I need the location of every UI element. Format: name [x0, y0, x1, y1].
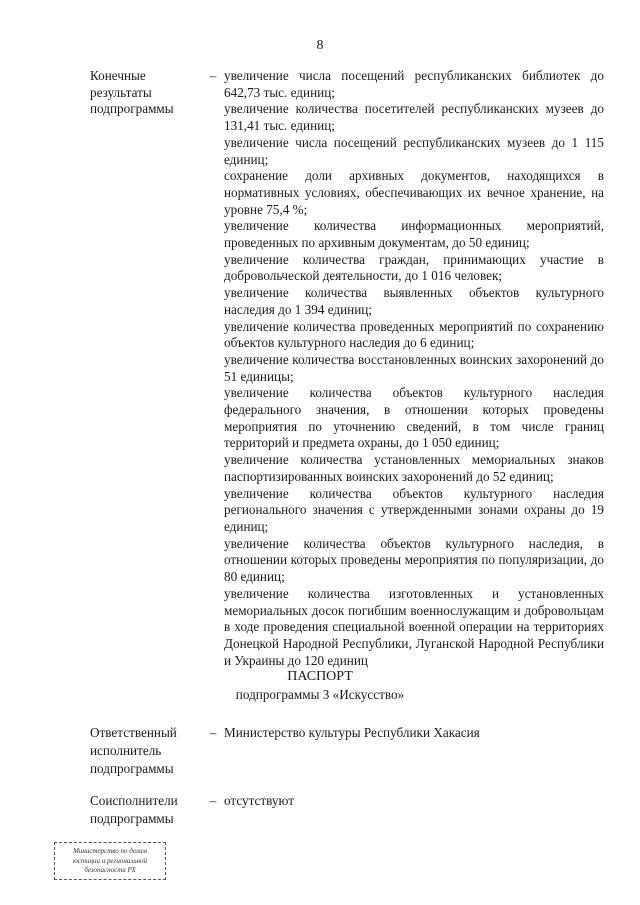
result-item: увеличение числа посещений республиканских библиотек до 642,73 тыс. единиц;	[224, 68, 604, 100]
final-results-dash: –	[209, 68, 217, 83]
result-item: увеличение количества восстановленных воинских захоронений до 51 единицы;	[224, 351, 604, 384]
result-item: увеличение количества объектов культурного наследия, в отношении которых проведены мероприятия по популяризации, до 80 единиц;	[224, 535, 604, 585]
result-item: сохранение доли архивных документов, находящихся в нормативных условиях, обеспечивающих их вечное хранение, на уровне 75,4 %;	[224, 168, 604, 217]
stamp-line: Министерство по делам	[73, 847, 147, 855]
result-item: увеличение количества информационных мероприятий, проведенных по архивным документам, до 50 единиц;	[224, 218, 604, 251]
result-item: увеличение количества граждан, принимающих участие в добровольческой деятельности, до 1 016 человек;	[224, 251, 604, 284]
result-item: увеличение количества проведенных мероприятий по сохранению объектов культурного наследия до 6 единиц;	[224, 318, 604, 351]
registration-stamp	[54, 842, 166, 880]
result-item: увеличение количества объектов культурного наследия регионального значения с утвержденными зонами охраны до 19 единиц;	[224, 485, 604, 534]
passport-row-label: Соисполнители подпрограммы	[90, 793, 178, 826]
final-results-row	[90, 68, 604, 669]
passport-row-value: Министерство культуры Республики Хакасия	[224, 725, 480, 740]
stamp-line: юстиции и региональной	[72, 856, 148, 865]
result-item: увеличение количества объектов культурного наследия федерального значения, в отношении которых проведены мероприятия по уточнению сведений, в том числе границ территорий и предмета охраны, до 1 050 единиц;	[224, 385, 604, 451]
final-results-list	[224, 68, 604, 669]
passport-heading	[0, 668, 640, 703]
result-item: увеличение количества выявленных объектов культурного наследия до 1 394 единиц;	[224, 285, 604, 317]
final-results-section	[90, 68, 604, 669]
final-results-label: Конечные результаты подпрограммы	[90, 68, 174, 117]
passport-subtitle: подпрограммы 3 «Искусство»	[235, 687, 405, 702]
page-number: 8	[316, 38, 324, 53]
passport-row-value: отсутствуют	[224, 793, 294, 808]
passport-row-executor	[90, 724, 604, 778]
passport-row-label: Ответственный исполнитель подпрограммы	[90, 725, 177, 776]
passport-row-dash: –	[209, 725, 217, 740]
result-item: увеличение количества посетителей республиканских музеев до 131,41 тыс. единиц;	[224, 101, 604, 134]
result-item: увеличение количества изготовленных и установленных мемориальных досок погибшим военнослужащим и добровольцам в ходе проведения специальной военной операции на территориях Донецкой Народной Республики, Луганской Народной Республики и Украины до 120 единиц	[224, 585, 604, 668]
passport-title: ПАСПОРТ	[287, 669, 353, 684]
result-item: увеличение числа посещений республиканских музеев до 1 115 единиц;	[224, 134, 604, 167]
passport-table	[90, 724, 604, 842]
passport-row-dash: –	[209, 793, 217, 808]
passport-row-coexecutors	[90, 792, 604, 828]
result-item: увеличение количества установленных мемориальных знаков паспортизированных воинских захоронений до 52 единиц;	[224, 452, 604, 484]
stamp-line: безопасности РХ	[84, 866, 136, 874]
